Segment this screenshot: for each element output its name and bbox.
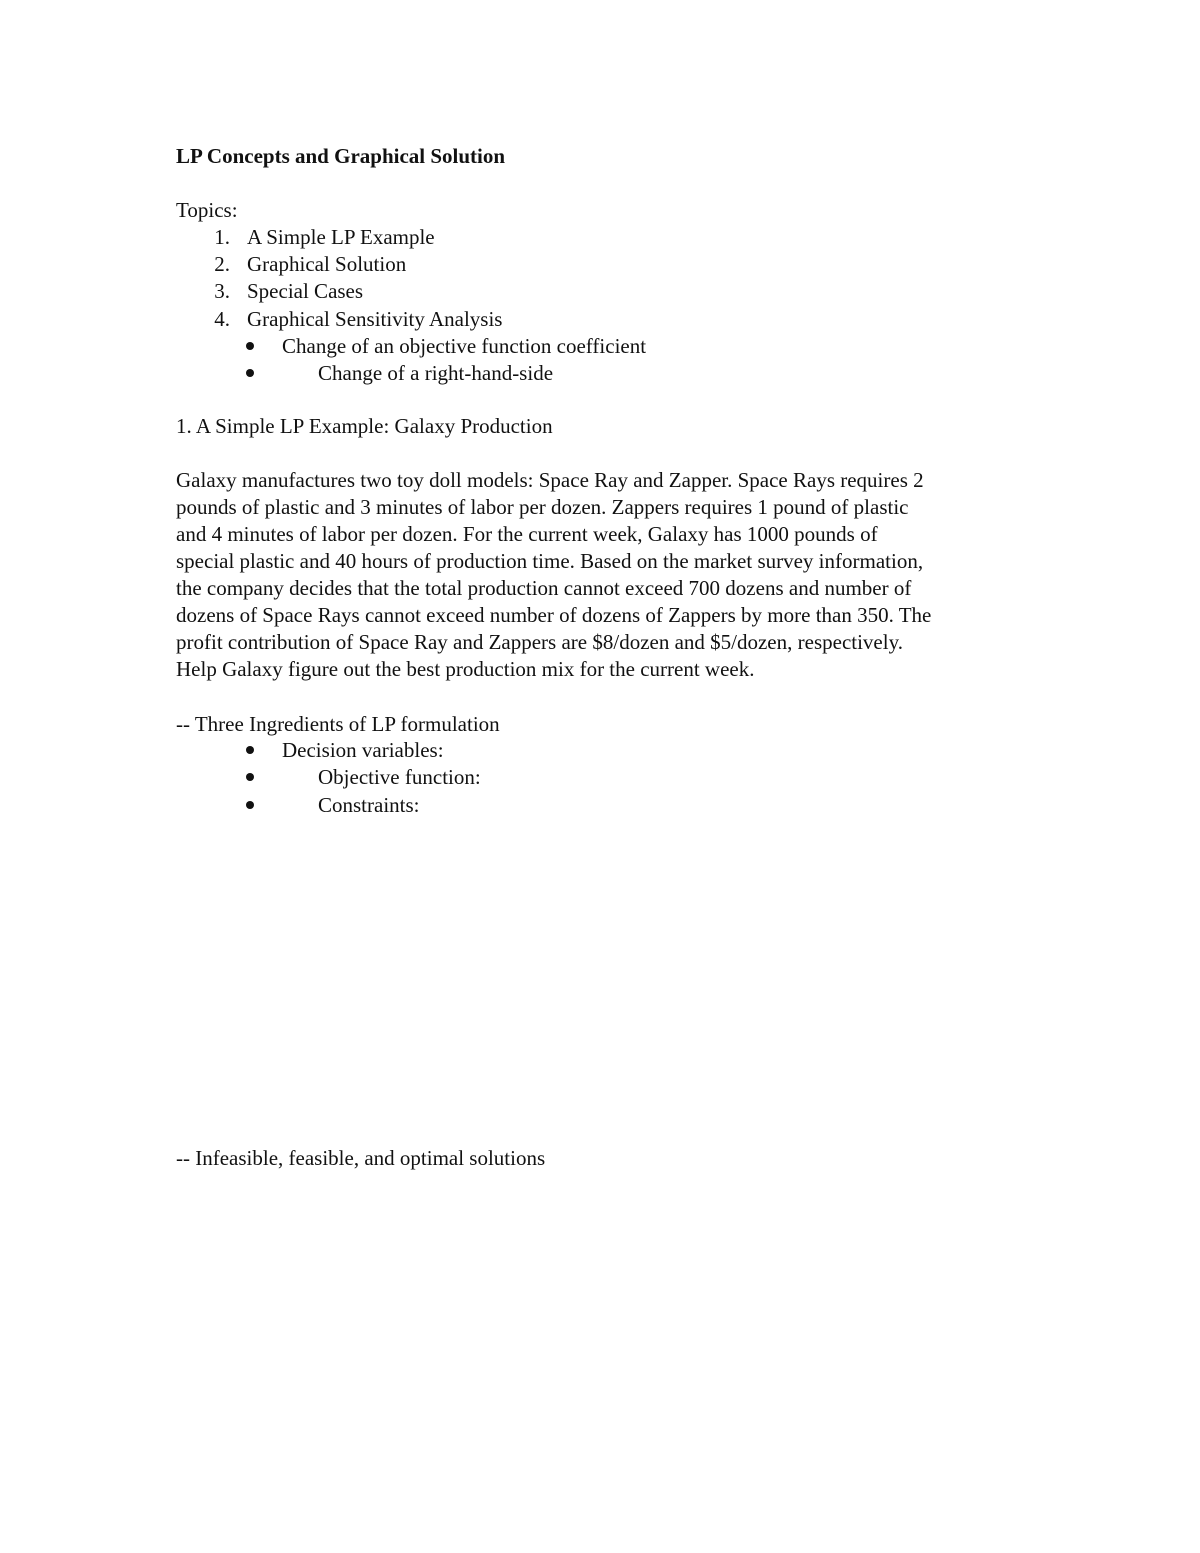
paragraph-line: Galaxy manufactures two toy doll models: Space Ray and Zapper. Space Rays requires 2	[176, 468, 924, 492]
ingredient-item: Constraints:	[318, 793, 420, 817]
paragraph-line: dozens of Space Rays cannot exceed number of dozens of Zappers by more than 350. The	[176, 603, 932, 627]
topic-number: 4.	[214, 307, 230, 331]
paragraph-line: pounds of plastic and 3 minutes of labor per dozen. Zappers requires 1 pound of plastic	[176, 495, 909, 519]
ingredient-item: Decision variables:	[282, 738, 444, 762]
paragraph-line: special plastic and 40 hours of production time. Based on the market survey information,	[176, 549, 924, 573]
topic-item: Graphical Sensitivity Analysis	[247, 307, 503, 331]
paragraph-line: Help Galaxy figure out the best production mix for the current week.	[176, 657, 755, 681]
bullet-icon	[246, 369, 254, 377]
bullet-icon	[246, 342, 254, 350]
topics-label: Topics:	[176, 198, 238, 222]
topic-number: 1.	[214, 225, 230, 249]
subtopic-item: Change of an objective function coefficient	[282, 334, 647, 358]
paragraph-line: and 4 minutes of labor per dozen. For the current week, Galaxy has 1000 pounds of	[176, 522, 878, 546]
solutions-heading: -- Infeasible, feasible, and optimal solutions	[176, 1146, 546, 1170]
section-heading: 1. A Simple LP Example: Galaxy Production	[176, 414, 553, 438]
topic-number: 3.	[214, 279, 230, 303]
bullet-icon	[246, 746, 254, 754]
topic-item: Special Cases	[247, 279, 364, 303]
bullet-icon	[246, 801, 254, 809]
ingredient-item: Objective function:	[318, 765, 481, 789]
document-title: LP Concepts and Graphical Solution	[176, 144, 506, 168]
topic-number: 2.	[214, 252, 230, 276]
bullet-icon	[246, 773, 254, 781]
ingredients-heading: -- Three Ingredients of LP formulation	[176, 712, 500, 736]
paragraph-line: profit contribution of Space Ray and Zappers are $8/dozen and $5/dozen, respectively.	[176, 630, 903, 654]
topic-item: Graphical Solution	[247, 252, 407, 276]
topic-item: A Simple LP Example	[247, 225, 435, 249]
subtopic-item: Change of a right-hand-side	[318, 361, 554, 385]
problem-paragraph	[176, 467, 1036, 683]
paragraph-line: the company decides that the total production cannot exceed 700 dozens and number of	[176, 576, 912, 600]
